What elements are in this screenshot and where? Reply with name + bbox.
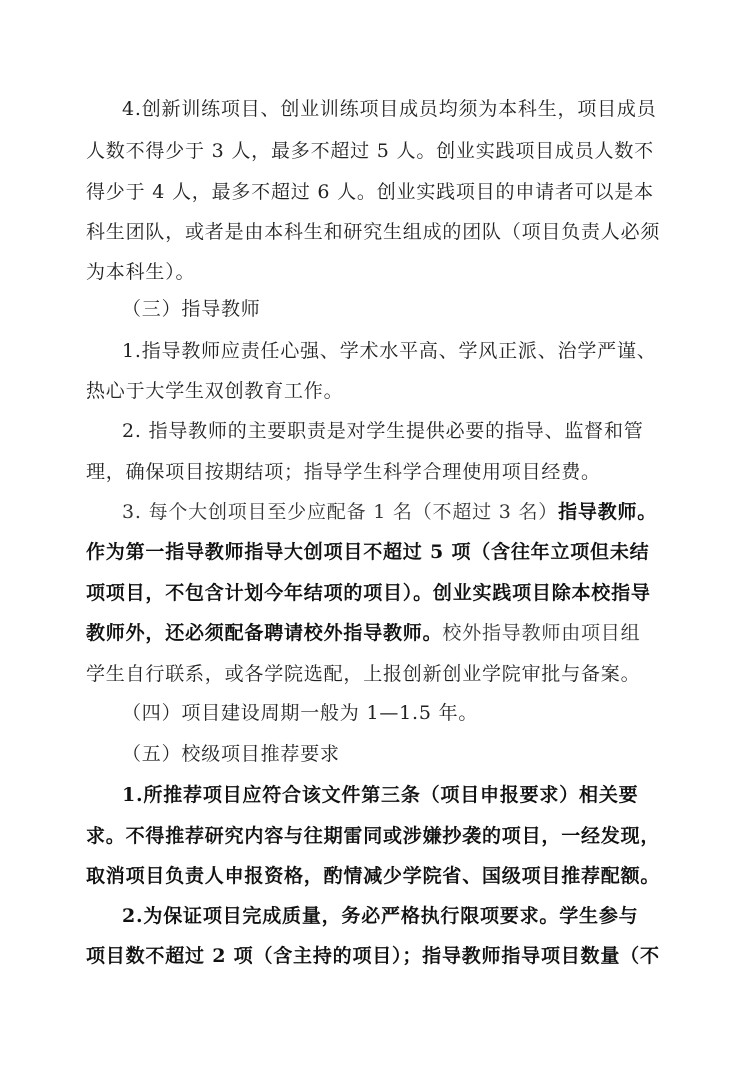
recommend-item-1-line-2: 求。不得推荐研究内容与往期雷同或涉嫌抄袭的项目，一经发现， xyxy=(86,825,661,847)
paragraph-4-line-1: 4.创新训练项目、创业训练项目成员均须为本科生，项目成员 xyxy=(122,98,657,120)
section-heading-4: （四）项目建设周期一般为 1—1.5 年。 xyxy=(122,702,479,724)
item-3-line-2: 作为第一指导教师指导大创项目不超过 5 项（含往年立项但未结 xyxy=(86,541,650,563)
paragraph-4-line-3: 得少于 4 人，最多不超过 6 人。创业实践项目的申请者可以是本 xyxy=(86,181,654,203)
paragraph-4-line-5: 为本科生）。 xyxy=(86,261,196,283)
item-3-line-4 xyxy=(86,622,676,644)
item-1-line-1: 1.指导教师应责任心强、学术水平高、学风正派、治学严谨、 xyxy=(122,340,657,362)
paragraph-4-line-2: 人数不得少于 3 人，最多不超过 5 人。创业实践项目成员人数不 xyxy=(86,140,654,162)
recommend-item-2-line-2: 项目数不超过 2 项（含主持的项目）；指导教师指导项目数量（不 xyxy=(86,945,660,967)
section-heading-5: （五）校级项目推荐要求 xyxy=(122,743,340,765)
item-2-line-2: 理，确保项目按期结项；指导学生科学合理使用项目经费。 xyxy=(86,461,601,483)
item-3-line-4-normal: 校外指导教师由项目组 xyxy=(442,622,641,644)
recommend-item-1-line-3: 取消项目负责人申报资格，酌情减少学院省、国级项目推荐配额。 xyxy=(86,865,661,887)
item-3-line-4-bold: 教师外，还必须配备聘请校外指导教师。 xyxy=(86,622,443,644)
item-3-line-3: 项项目，不包含计划今年结项的项目）。创业实践项目除本校指导 xyxy=(86,582,651,604)
section-heading-3: （三）指导教师 xyxy=(122,298,261,320)
item-3-line-1-bold: 指导教师。 xyxy=(558,501,658,523)
item-3-line-1 xyxy=(122,501,676,523)
recommend-item-2-line-1: 2.为保证项目完成质量，务必严格执行限项要求。学生参与 xyxy=(122,905,639,927)
item-2-line-1: 2. 指导教师的主要职责是对学生提供必要的指导、监督和管 xyxy=(122,420,644,442)
item-3-line-5: 学生自行联系，或各学院选配，上报创新创业学院审批与备案。 xyxy=(86,663,641,685)
item-1-line-2: 热心于大学生双创教育工作。 xyxy=(86,380,344,402)
paragraph-4-line-4: 科生团队，或者是由本科生和研究生组成的团队（项目负责人必须 xyxy=(86,221,661,243)
recommend-item-1-line-1: 1.所推荐项目应符合该文件第三条（项目申报要求）相关要 xyxy=(122,784,639,806)
item-3-line-1-normal: 3. 每个大创项目至少应配备 1 名（不超过 3 名） xyxy=(122,501,559,523)
